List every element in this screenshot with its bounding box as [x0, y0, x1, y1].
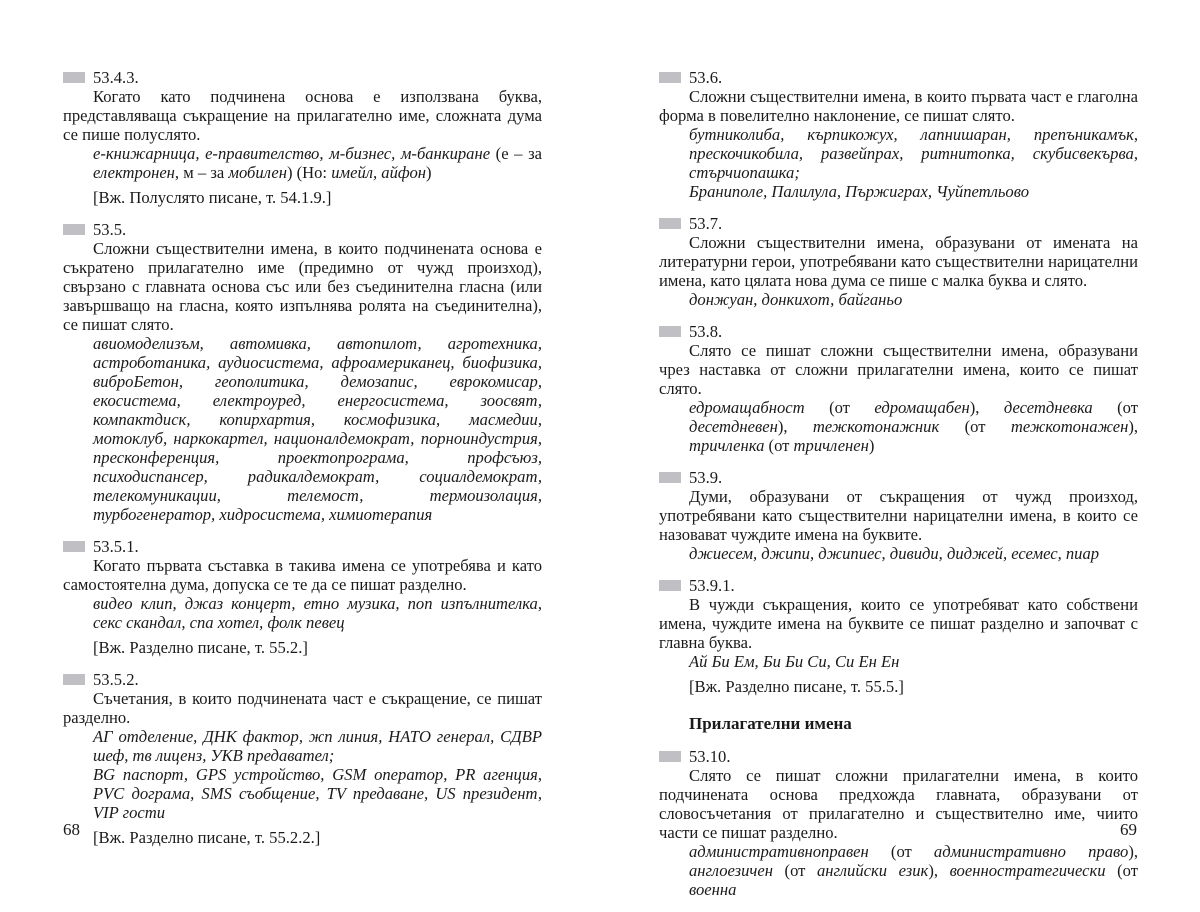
section-marker-icon [659, 580, 681, 591]
section-heading: Прилагателни имена [689, 714, 852, 733]
examples: видео клип, джаз концерт, етно музика, поп изпълнителка, секс скандал, спа хотел, фолк певец [93, 594, 542, 632]
entry-53-9-1 [659, 576, 1138, 696]
entry-number: 53.6. [689, 68, 723, 87]
left-page [63, 68, 542, 860]
section-marker-icon [63, 72, 85, 83]
section-marker-icon [63, 224, 85, 235]
rule-text: Когато първата съставка в такива имена се употребява и като самостоятелна дума, допуска се те да се пишат разделно. [63, 556, 542, 594]
section-marker-icon [63, 541, 85, 552]
entry-number: 53.9.1. [689, 576, 735, 595]
examples: бутниколиба, кърпикожух, лапнишаран, препъникамък, прескочикобила, развейпрах, ритнитопка, скубисвекърва, стърчиопашка; [689, 125, 1138, 182]
right-page [659, 68, 1138, 912]
entry-number: 53.5.1. [93, 537, 139, 556]
examples: едромащабност (от едромащабен), десетдневка (от десетдневен), тежкотонажник (от тежкотонажен), тричленка (от тричленен) [689, 398, 1139, 455]
entry-number: 53.5. [93, 220, 127, 239]
examples: донжуан, донкихот, байганьо [689, 290, 903, 309]
examples: административноправен (от административно право), англоезичен (от английски език), военностратегически (от военна [689, 842, 1138, 899]
examples-toponyms: Браниполе, Палилула, Пържиграх, Чуйпетльово [689, 182, 1030, 201]
entry-number: 53.10. [689, 747, 731, 766]
entry-53-9 [659, 468, 1138, 563]
page-number-right: 69 [1120, 820, 1137, 839]
entry-number: 53.7. [689, 214, 723, 233]
section-marker-icon [659, 218, 681, 229]
entry-53-8 [659, 322, 1138, 455]
rule-text: Думи, образувани от съкращения от чужд произход, употребявани като съществителни нарицателни имена, в които се назовават чуждите имена на буквите. [659, 487, 1138, 544]
page-number-left: 68 [63, 820, 80, 839]
examples: АГ отделение, ДНК фактор, жп линия, НАТО генерал, СДВР шеф, тв лиценз, УКВ предавател; [93, 727, 542, 765]
examples: е-книжарница, е-правителство, м-бизнес, м-банкиране (е – за електронен, м – за мобилен) (Но: имейл, айфон) [93, 144, 542, 182]
section-marker-icon [659, 72, 681, 83]
cross-reference: [Вж. Разделно писане, т. 55.2.] [93, 638, 308, 657]
rule-text: Когато като подчинена основа е използвана буква, представляваща съкращение на прилагателно име, сложната дума се пише полуслято. [63, 87, 542, 144]
entry-53-10 [659, 747, 1138, 899]
rule-text: Съчетания, в които подчинената част е съкращение, се пишат разделно. [63, 689, 542, 727]
entry-53-5-2 [63, 670, 542, 847]
examples: авиомоделизъм, автомивка, автопилот, агротехника, астроботаника, аудиосистема, афроамериканец, биофизика, виброБетон, геополитика, демозапис, еврокомисар, екосистема, електроуред, енергосистема, зоосвят, компактдиск, копирхартия, космофизика, масмедии, мотоклуб, наркокартел, националдемократ, порноиндустрия, пресконференция, проектопрограма, профсъюз, психодиспансер, радикалдемократ, социалдемократ, телекомуникации, телемост, термоизолация, турбогенератор, хидросистема, химиотерапия [93, 334, 542, 524]
section-marker-icon [659, 472, 681, 483]
entry-53-7 [659, 214, 1138, 309]
cross-reference: [Вж. Разделно писане, т. 55.2.2.] [93, 828, 321, 847]
rule-text: Сложни съществителни имена, в които първата част е глаголна форма в повелително наклонение, се пишат слято. [659, 87, 1138, 125]
rule-text: Слято се пишат сложни съществителни имена, образувани чрез наставка от сложни прилагателни имена, които се пишат слято. [659, 341, 1138, 398]
examples: Ай Би Ем, Би Би Си, Си Ен Ен [689, 652, 900, 671]
rule-text: Слято се пишат сложни прилагателни имена, в които подчинената основа предхожда главната, образувани от словосъчетания от прилагателно и съществително име, чиито части се пишат разделно. [659, 766, 1138, 842]
entry-number: 53.9. [689, 468, 723, 487]
rule-text: В чужди съкращения, които се употребяват като собствени имена, чуждите имена на буквите се пишат разделно и започват с главна буква. [659, 595, 1138, 652]
entry-53-5-1 [63, 537, 542, 657]
section-marker-icon [63, 674, 85, 685]
entry-number: 53.8. [689, 322, 723, 341]
section-marker-icon [659, 751, 681, 762]
cross-reference: [Вж. Разделно писане, т. 55.5.] [689, 677, 904, 696]
examples: джиесем, джипи, джипиес, дивиди, диджей, есемес, пиар [689, 544, 1100, 563]
entry-number: 53.5.2. [93, 670, 139, 689]
entry-53-5 [63, 220, 542, 524]
rule-text: Сложни съществителни имена, в които подчинената основа е съкратено прилагателно име (предимно от чужд произход), свързано с главната основа със или без съединителна гласна (или завършващо на гласна, която изпълнява ролята на съединителна), се пишат слято. [63, 239, 542, 334]
examples-latin: BG паспорт, GPS устройство, GSM оператор, PR агенция, PVC дограма, SMS съобщение, TV предаване, US президент, VIP гости [93, 765, 542, 822]
entry-number: 53.4.3. [93, 68, 139, 87]
cross-reference: [Вж. Полуслято писане, т. 54.1.9.] [93, 188, 332, 207]
rule-text: Сложни съществителни имена, образувани от имената на литературни герои, употребявани като съществителни нарицателни имена, като цялата нова дума се пише с малка буква и слято. [659, 233, 1138, 290]
entry-53-6 [659, 68, 1138, 201]
section-marker-icon [659, 326, 681, 337]
entry-53-4-3 [63, 68, 542, 207]
